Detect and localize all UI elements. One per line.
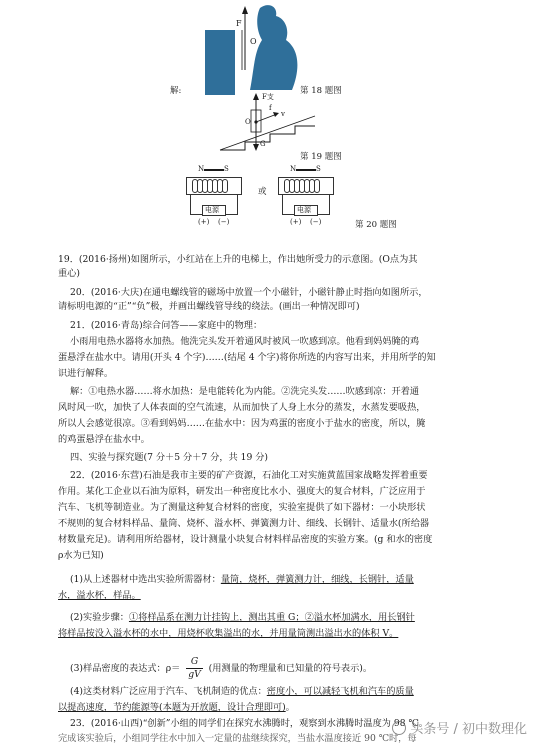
q22-part1-prefix: (1)从上述器材中选出实验所需器材：: [70, 574, 221, 585]
figure-18-caption: 第 18 题图: [300, 86, 342, 96]
solenoid-coil: [192, 179, 227, 193]
q22-part2-answer: ①将样品系在测力计挂钩上，测出其重 G；②溢水杯加满水，用长钢针: [128, 612, 415, 623]
needle-n-label-2: N: [290, 165, 297, 173]
section-4-heading: 四、实验与探究题(7 分＋5 分＋7 分，共 19 分): [70, 452, 268, 463]
q22-part4-line-2: [58, 702, 295, 714]
q19-line-1: 19．(2016·扬州)如图所示，小红站在上升的电梯上，作出她所受力的示意图。(O点为其: [58, 254, 418, 265]
q22-part3-suffix: (用测量的物理量和已知量的符号表示)。: [208, 663, 373, 674]
q22-line-3: 汽车、飞机等制造业。为了测量这种复合材料的密度，实验室提供了如下器材：一小块形状: [58, 502, 426, 513]
or-label: 或: [258, 187, 267, 197]
plus-label-2: (+): [290, 218, 302, 226]
figure-20-left: [180, 165, 248, 227]
svg-text:O: O: [250, 37, 257, 46]
watermark: [392, 718, 527, 737]
figure-20-right: [272, 165, 340, 227]
power-source-label: 电源: [205, 206, 219, 214]
q22-part4-answer-2: 以提高速度，节约能源等(本题为开放题，设计合理即可): [58, 702, 286, 713]
q22-line-1: 22．(2016·东营)石油是我市主要的矿产资源，石油化工对实施黄蓝国家战略发挥着重要: [70, 470, 428, 481]
q21-answer-3: 所以人会感觉很凉。③看到妈妈……在盐水中：因为鸡蛋的密度小于盐水的密度，所以，腌: [58, 418, 426, 429]
q22-part3: [70, 656, 372, 681]
figure-20-caption: 第 20 题图: [355, 220, 397, 230]
magnetic-needle: [204, 169, 224, 171]
gravity-label: G: [260, 140, 266, 148]
power-source-label-2: 电源: [297, 206, 311, 214]
watermark-icon: [392, 721, 406, 735]
q23-line-1: 23．(2016·山西)“创新”小组的同学们在探究水沸腾时，观察到水沸腾时温度为 98 ℃。: [70, 718, 428, 729]
figure-18-drawing: [150, 0, 390, 100]
plus-label: (+): [198, 218, 210, 226]
q22-part2-prefix: (2)实验步骤：: [70, 612, 129, 623]
needle-s-label: S: [224, 165, 229, 173]
q22-part3-prefix: (3)样品密度的表达式：ρ＝: [70, 663, 181, 674]
fraction-denominator: gV: [188, 669, 201, 680]
q22-line-5: 材数量充足)。请利用所给器材，设计测量小块复合材料样品密度的实验方案。(g 和水的密度: [58, 534, 433, 545]
q21-line-4: 识进行解释。: [58, 368, 114, 379]
velocity-label: v: [281, 110, 285, 118]
q22-part4-prefix: (4)这类材料广泛应用于汽车、飞机制造的优点：: [70, 686, 267, 697]
solenoid-coil-2: [284, 179, 319, 193]
q22-part4-end: 。: [285, 702, 295, 713]
density-fraction: [186, 656, 203, 681]
minus-label-2: (−): [310, 218, 322, 226]
figure-18: [150, 0, 390, 100]
q22-part1: [70, 574, 414, 586]
figure-19-caption: 第 19 题图: [300, 152, 342, 162]
needle-s-label-2: S: [316, 165, 321, 173]
q21-answer-1: 解：①电热水器……将水加热：是电能转化为内能。②洗完头发……吹感到凉：开着通: [70, 386, 420, 397]
q22-part4-answer: 密度小，可以减轻飞机和汽车的质量: [266, 686, 414, 697]
q22-line-2: 作用。某化工企业以石油为原料，研发出一种密度比水小、强度大的复合材料，广泛应用于: [58, 486, 426, 497]
q20-line-2: 请标明电源的“正”“负”极，并画出螺线管导线的绕法。(画出一种情况即可): [58, 301, 360, 312]
q23-line-2: 完成该实验后，小组同学往水中加入一定量的盐继续探究，当盐水温度接近 90 ℃时，每: [58, 733, 417, 744]
svg-text:F: F: [236, 19, 242, 28]
q22-part1-answer-2: 水，溢水杯，样品。: [58, 590, 141, 601]
force-support-label: F支: [262, 93, 274, 101]
q21-line-2: 小雨用电热水器将水加热。他洗完头发开着通风时被风一吹感到凉。他看到妈妈腌的鸡: [70, 336, 420, 347]
q22-line-6: ρ水为已知): [58, 550, 104, 561]
q21-answer-4: 的鸡蛋悬浮在盐水中。: [58, 434, 150, 445]
watermark-text: 头条号 / 初中数理化: [410, 722, 527, 737]
q22-part2: [70, 612, 415, 624]
center-o-label: O: [245, 118, 251, 126]
q21-line-1: 21．(2016·青岛)综合问答——家庭中的物理：: [70, 320, 263, 331]
friction-label: f: [269, 104, 272, 112]
fraction-numerator: G: [186, 656, 203, 669]
solution-label: 解:: [170, 86, 182, 96]
q19-line-2: 重心): [58, 268, 80, 279]
q22-line-4: 不规则的复合材料样品、量筒、烧杯、溢水杯、弹簧测力计、细线、长钢针、适量水(所给器: [58, 518, 430, 529]
q22-part2-answer-2: 将样品按没入溢水杯的水中，用烧杯收集溢出的水，并用量筒测出溢出水的体积 V。: [58, 628, 399, 639]
q21-answer-2: 风时风一吹，加快了人体表面的空气流速，从而加快了人身上水分的蒸发，水蒸发要吸热，: [58, 402, 426, 413]
q22-part4: [70, 686, 414, 698]
q21-line-3: 蛋悬浮在盐水中。请用(开头 4 个字)……(结尾 4 个字)将你所选的内容写出来，并用所学的知: [58, 352, 436, 363]
q22-part1-answer: 量筒，烧杯，弹簧测力计，细线，长钢针，适量: [220, 574, 414, 585]
figure-19: [215, 92, 325, 156]
minus-label: (−): [218, 218, 230, 226]
magnetic-needle-2: [296, 169, 316, 171]
q20-line-1: 20．(2016·大庆)在通电螺线管的磁场中放置一个小磁针，小磁针静止时指向如图所示，: [70, 287, 428, 298]
needle-n-label: N: [198, 165, 205, 173]
